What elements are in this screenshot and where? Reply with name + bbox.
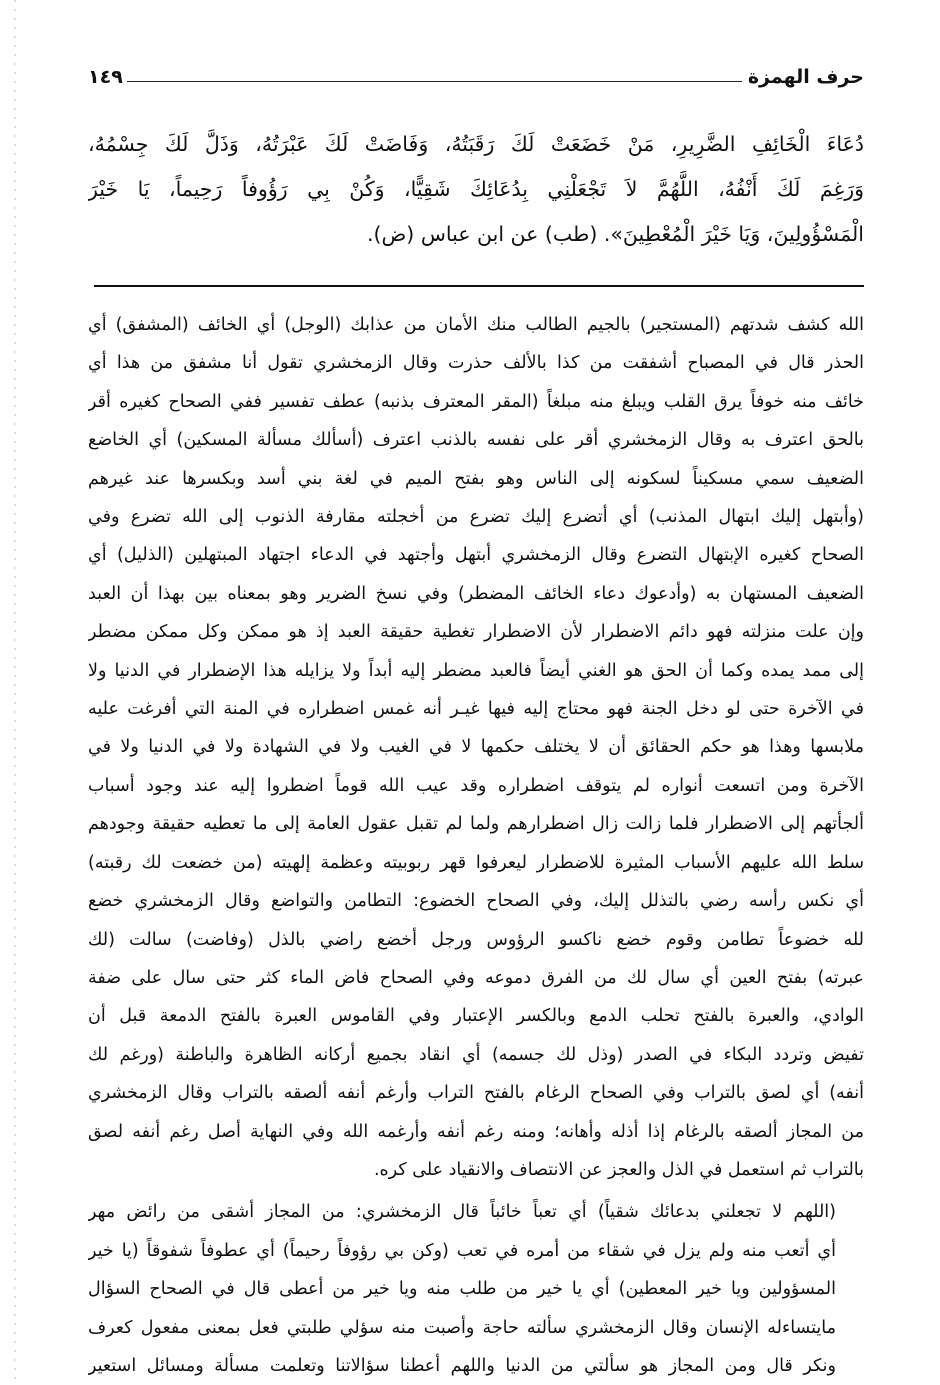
commentary-line: الآخرة ومن اتسعت أنواره لم يتوقف اضطراره وقد عيب الله قوماً اضطروا إليه عند وجود أسباب bbox=[88, 775, 864, 796]
commentary-line: الصحاح كغيره الإبتهال التضرع وقال الزمخشري أبتهل وأجتهد في الدعاء اجتهاد المبتهلين (الذليل) أي bbox=[88, 545, 864, 566]
commentary-line: المسؤولين ويا خير المعطين) أي يا خير من طلب منه ويا خير من أعطى قال في الصحاح السؤال bbox=[88, 1279, 836, 1300]
commentary-line: ونكر قال ومن المجاز هو سألتي من الدنيا واللهم أعطنا سؤالاتنا وتعلمت مسألة ومسائل استعير bbox=[88, 1355, 836, 1376]
commentary-line: في الآخرة حتى لو دخل الجنة فهو محتاج إليه فيها غيـر أنه غمس اضطراره في المنة التي أفرغت عليه bbox=[88, 699, 864, 720]
commentary-line: إلى ممد يمده وكما أن الحق هو الغني أيضاً فالعبد مضطر إليه أبداً ولا يزايله هذا الإضطرار في الدنيا ولا bbox=[88, 660, 864, 681]
commentary-line: الله كشف شدتهم (المستجير) بالجيم الطالب منك الأمان من عذابك (الوجل) أي الخائف (المشفق) أي bbox=[88, 315, 864, 335]
commentary-line: أي نكس رأسه رضي بالتذلل إليك، وفي الصحاح الخضوع: التطامن والتواضع وقال الزمخشري خضع bbox=[88, 891, 864, 912]
chapter-title: حرف الهمزة bbox=[747, 66, 864, 88]
commentary-line: ألجأتهم إلى الاضطرار فلما زالت زال اضطرارهم ولما لم تقبل عقول العامة إلى ما تعطيه حقيقة وجودهم bbox=[88, 814, 864, 835]
hadith-line: دُعَاءَ الْخَائِفِ الضَّرِيرِ، مَنْ خَضَعَتْ لَكَ رَقَبَتُهُ، وَفَاضَتْ لَكَ عَبْرَتُهُ، وَذَلَّ لَكَ جِسْمُهُ، bbox=[88, 132, 864, 156]
commentary-line: (اللهم لا تجعلني بدعائك شقياً) أي تعباً خائباً قال الزمخشري: من المجاز أشقى من رائض مهر bbox=[88, 1202, 836, 1223]
commentary-paragraph-1 bbox=[88, 306, 864, 1189]
commentary-line: (وأبتهل إليك ابتهال المذنب) أي أتضرع إليك تضرع من أخجلته مقارفة الذنوب إلى الله تضرع وفي bbox=[88, 507, 864, 528]
commentary-line: سلط الله عليهم الأسباب المثيرة للاضطرار ليعرفوا قهر ربوبيته وعظمة إلهيته (من خضعت لك رقبته) bbox=[88, 852, 864, 873]
hadith-line: وَرَغِمَ لَكَ أَنْفُهُ، اللَّهُمَّ لاَ تَجْعَلْنِي بِدُعَائِكَ شَقِيًّا، وَكُنْ بِي رَؤُوفاً رَحِيماً، يَا خَيْرَ bbox=[88, 177, 864, 201]
commentary-line: خائف منه خوفاً يرق القلب ويبلغ منه مبلغاً (المقر المعترف بذنبه) عطف تفسير ففي الصحاح كغيره أقر bbox=[88, 391, 864, 412]
hadith-text bbox=[88, 122, 864, 257]
commentary-line: تفيض وتردد البكاء في الصدر (وذل لك جسمه) أي انقاد بجميع أركانه الظاهرة والباطنة (ورغم لك bbox=[88, 1044, 864, 1065]
commentary-line: بالحق اعترف به وقال الزمخشري أقر على نفسه بالذنب اعترف (أسألك مسألة المسكين) أي الخاضع bbox=[88, 430, 864, 451]
header-rule bbox=[127, 81, 742, 82]
commentary-paragraph-2 bbox=[88, 1193, 864, 1385]
commentary-text bbox=[88, 306, 864, 1385]
page-number: ١٤٩ bbox=[88, 66, 123, 88]
commentary-line: الضعيف سمي مسكيناً لسكونه إلى الناس وهو بفتح الميم في لغة بني أسد وبكسرها عند غيرهم bbox=[88, 468, 864, 489]
commentary-line: عبرته) بفتح العين أي سال لك من الفرق دموعه وفي الصحاح فاض الماء كثر حتى سال على ضفة bbox=[88, 967, 864, 988]
footnote-divider bbox=[94, 285, 864, 287]
commentary-line: مايتساءله الإنسان وقال الزمخشري سألته حاجة وأصبت منه سؤلي طلبتي فعل بمعنى مفعول كعرف bbox=[88, 1317, 836, 1338]
commentary-line: أنفه) أي لصق بالتراب وفي الصحاح الرغام بالفتح التراب وأرغم أنفه ألصقه بالتراب وقال الزمخشري bbox=[88, 1083, 864, 1104]
scan-gutter-edge bbox=[14, 0, 16, 1381]
commentary-line: بالتراب ثم استعمل في الذل والعجز عن الانتصاف والانقياد على كره. bbox=[373, 1159, 864, 1180]
commentary-line: الحذر قال في المصباح أشفقت من كذا بالألف حذرت وقال الزمخشري تقول أنا مشفق من هذا أي bbox=[88, 353, 864, 374]
commentary-line: أي أتعب منه ولم يزل في شقاء من أمره في تعب (وكن بي رؤوفاً رحيماً) أي عطوفاً شفوقاً (يا خير bbox=[88, 1240, 836, 1261]
commentary-line: الوادي، والعبرة بالفتح تحلب الدمع وبالكسر الإعتبار وفي القاموس العبرة بالفتح الدمعة قبل أن bbox=[88, 1006, 864, 1027]
commentary-line: الضعيف المستهان به (وأدعوك دعاء الخائف المضطر) وفي نسخ الضرير وهو بمعناه بين بهذا أن العبد bbox=[88, 583, 864, 604]
hadith-line: الْمَسْؤُولِينَ، وَيَا خَيْرَ الْمُعْطِينَ». (طب) عن ابن عباس (ض). bbox=[367, 222, 864, 246]
commentary-line: ملابسها وهذا هو حكم الحقائق أن لا يختلف حكمها لا في الغيب ولا في الشهادة ولا في الدنيا ولا في bbox=[88, 737, 864, 758]
running-header bbox=[88, 58, 864, 88]
commentary-line: وإن علت منزلته فهو دائم الاضطرار لأن الاضطرار تغطية حقيقة العبد إذ هو ممكن وكل ممكن مضطر bbox=[88, 622, 864, 643]
commentary-line: من المجاز ألصقه بالرغام إذا أذله وأهانه؛ ومنه رغم أنفه وأرغمه الله وفي النهاية أصل رغم أنفه لصق bbox=[88, 1121, 864, 1142]
commentary-line: لله خضوعاً تطامن وقوم خضع ناكسو الرؤوس ورجل أخضع راضي بالذل (وفاضت) سالت (لك bbox=[88, 929, 864, 950]
